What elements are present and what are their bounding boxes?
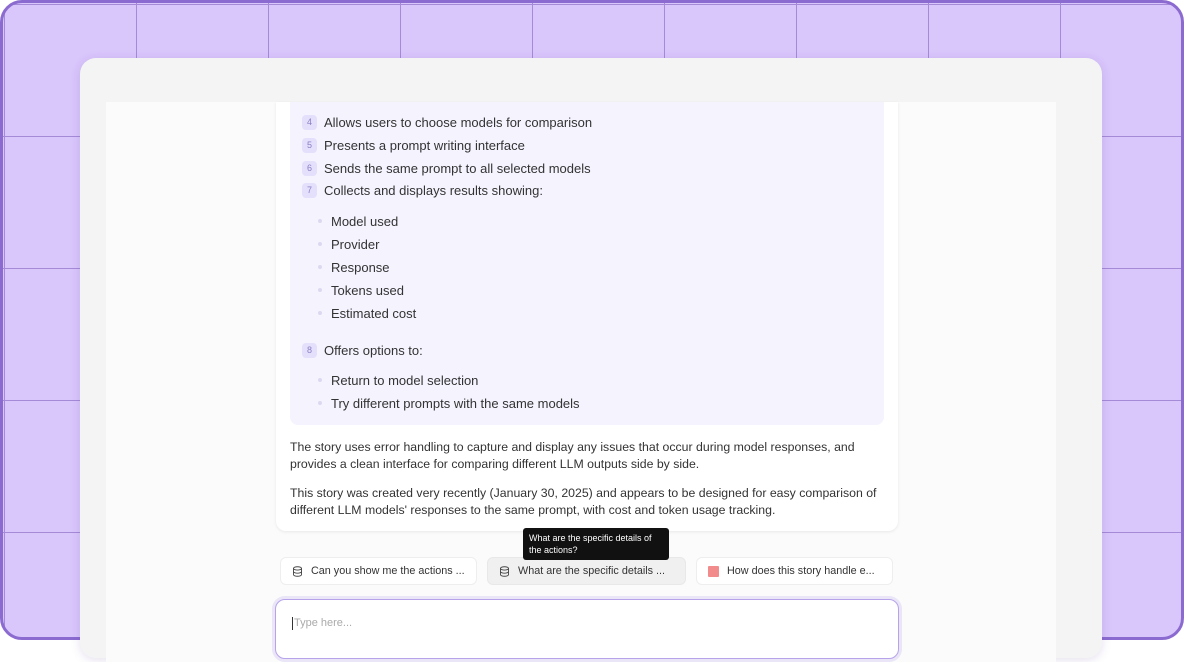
bullet-dot: [318, 288, 322, 292]
message-input[interactable]: [292, 616, 856, 630]
suggestion-tooltip: What are the specific details of the actions?: [523, 528, 669, 560]
step-number: 6: [302, 161, 317, 176]
assistant-message: [276, 102, 898, 531]
bullet-item: [318, 257, 390, 277]
bullet-dot: [318, 242, 322, 246]
list-item: [302, 158, 591, 178]
bullet-text: Estimated cost: [331, 305, 417, 321]
suggestion-chip-error-handling[interactable]: [696, 557, 893, 585]
database-icon: [499, 566, 510, 577]
bullet-text: Provider: [331, 236, 380, 252]
list-item: [302, 180, 543, 200]
bullet-dot: [318, 311, 322, 315]
list-item: [302, 340, 423, 360]
step-text: Sends the same prompt to all selected models: [324, 160, 591, 176]
step-text: Collects and displays results showing:: [324, 182, 543, 198]
step-number: 7: [302, 183, 317, 198]
database-icon: [292, 566, 303, 577]
bullet-dot: [318, 378, 322, 382]
summary-paragraph: This story was created very recently (January 30, 2025) and appears to be designed for easy comparison of different LLM models' responses to the same prompt, with cost and token usage tracking.: [290, 486, 877, 517]
step-number: 8: [302, 343, 317, 358]
suggestion-label: How does this story handle e...: [727, 565, 875, 577]
step-number: 5: [302, 138, 317, 153]
bullet-item: [318, 211, 398, 231]
bullet-dot: [318, 265, 322, 269]
step-number: 4: [302, 115, 317, 130]
red-square-icon: [708, 566, 719, 577]
step-text: Allows users to choose models for comparison: [324, 114, 593, 130]
bullet-dot: [318, 401, 322, 405]
bullet-text: Model used: [331, 213, 399, 229]
summary-paragraph: The story uses error handling to capture and display any issues that occur during model responses, and provides a clean interface for comparing different LLM outputs side by side.: [290, 440, 855, 471]
list-item: [302, 112, 592, 132]
suggestion-label: What are the specific details ...: [518, 565, 666, 577]
suggestion-label: Can you show me the actions ...: [311, 565, 465, 577]
steps-list: [290, 102, 884, 425]
suggestion-chip-actions[interactable]: [280, 557, 477, 585]
bullet-item: [318, 234, 379, 254]
bullet-dot: [318, 219, 322, 223]
bullet-text: Try different prompts with the same models: [331, 395, 580, 411]
bullet-text: Response: [331, 259, 390, 275]
bullet-item: [318, 280, 404, 300]
bullet-item: [318, 370, 478, 390]
list-item: [302, 135, 525, 155]
message-input-box[interactable]: [275, 599, 899, 659]
step-text: Presents a prompt writing interface: [324, 137, 525, 153]
suggestion-chip-details[interactable]: [487, 557, 686, 585]
bullet-item: [318, 393, 580, 413]
bullet-item: [318, 303, 416, 323]
bullet-text: Return to model selection: [331, 372, 479, 388]
bullet-text: Tokens used: [331, 282, 404, 298]
step-text: Offers options to:: [324, 342, 423, 358]
